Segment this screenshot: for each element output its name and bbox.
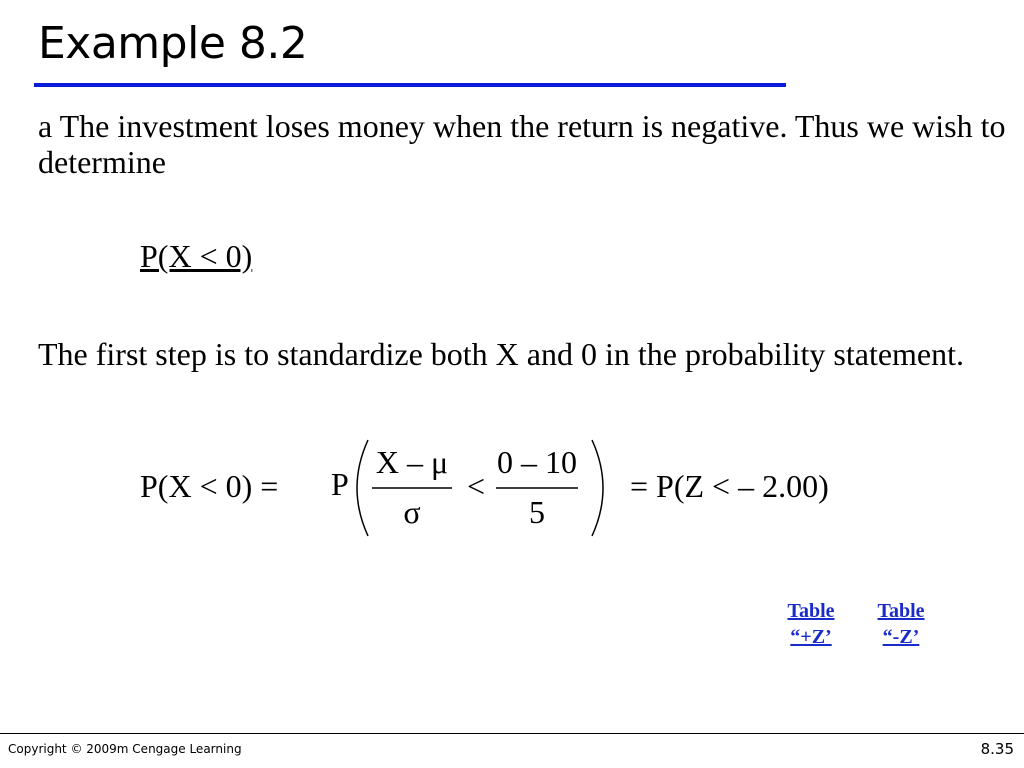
table-negative-z-line1[interactable]: Table [877,600,925,622]
fraction1-numerator: X – μ [375,444,449,480]
table-positive-z-line2[interactable]: “+Z’ [790,626,832,648]
left-parenthesis [357,440,368,536]
standardization-formula [140,436,940,540]
standardize-paragraph: The first step is to standardize both X and 0 in the probability statement. [38,336,965,372]
footer-divider [0,733,1024,734]
table-negative-z-line2[interactable]: “-Z’ [882,626,920,648]
formula-rhs: = P(Z < – 2.00) [630,468,829,504]
target-probability: P(X < 0) [140,238,253,274]
slide-title: Example 8.2 [38,18,308,69]
title-underline-rule [34,83,786,87]
slide-number: 8.35 [980,740,1014,758]
fraction1-denominator: σ [403,494,421,530]
right-parenthesis [592,440,603,536]
fraction2-denominator: 5 [529,494,545,530]
table-negative-z-link[interactable] [870,598,932,650]
less-than-sign: < [466,468,486,504]
table-positive-z-line1[interactable]: Table [787,600,835,622]
copyright-notice: Copyright © 2009m Cengage Learning [8,742,242,756]
formula-lhs: P(X < 0) = [140,468,279,504]
table-positive-z-link[interactable] [780,598,842,650]
fraction2-numerator: 0 – 10 [497,444,577,480]
intro-paragraph: a The investment loses money when the return is negative. Thus we wish to determine [38,108,1006,180]
formula-p-label: P [331,466,349,502]
